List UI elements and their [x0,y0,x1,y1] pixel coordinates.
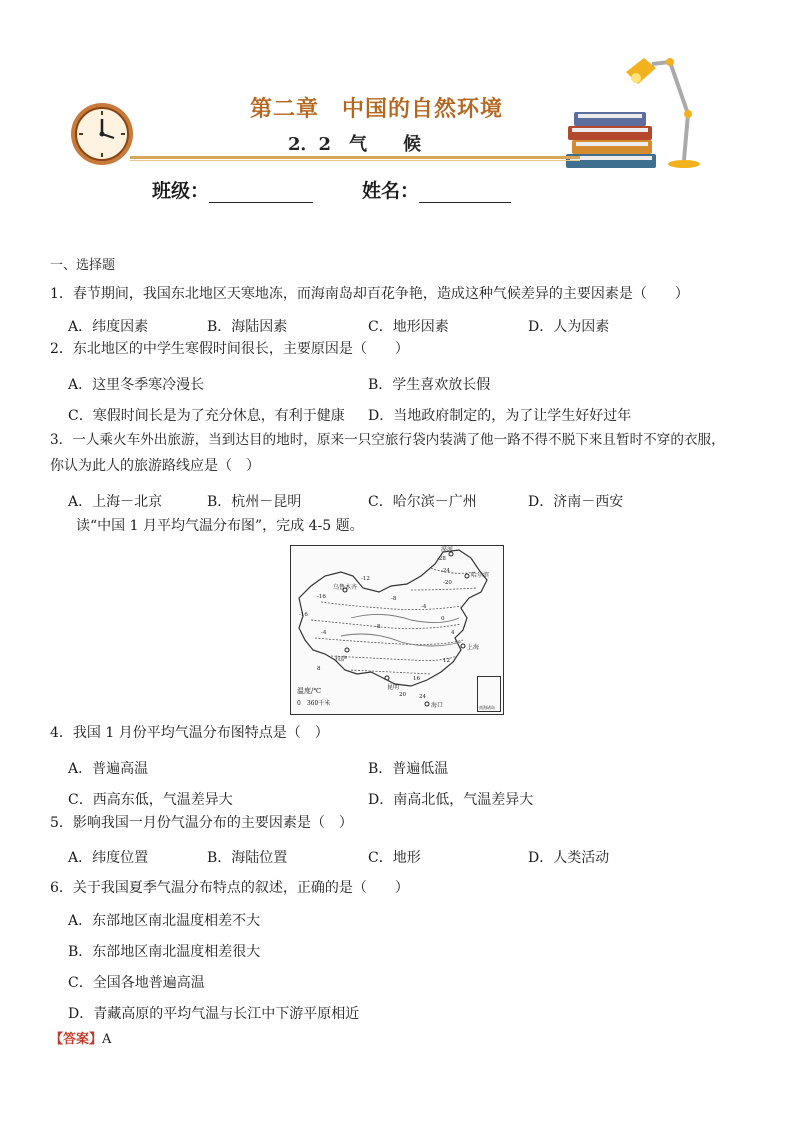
question-3-stem-line1: 3．一人乘火车外出旅游，当到达目的地时，原来一只空旅行袋内装满了他一路不得不脱下来且暂时不穿的衣服， [50,432,725,448]
question-6-option-a: A．东部地区南北温度相差不大 [68,913,261,929]
map-label-urumqi: 乌鲁木齐 [333,584,358,591]
isotherm-label: -24 [441,568,450,574]
question-3-option-a: A．上海－北京 [68,494,163,510]
isotherm-label: -20 [443,580,452,586]
isotherm-label: -16 [317,594,326,600]
question-4-option-a: A．普遍高温 [68,761,149,777]
class-field [152,176,313,203]
question-2-option-d: D．当地政府制定的，为了让学生好好过年 [368,408,632,424]
header-divider-thin [130,160,580,161]
question-1-option-b: B．海陆因素 [207,319,288,335]
lesson-title: 2．2 气 候 [288,134,422,155]
answer-tag: 【答案】 [50,1032,103,1047]
isotherm-label: -12 [361,576,370,582]
map-legend-title: 温度/℃ [297,687,322,695]
class-blank[interactable] [209,182,313,203]
map-label-shanghai: 上海 [467,644,480,651]
map-scale-bar: 0 360千米 [297,700,331,707]
january-temperature-map [290,545,504,715]
isotherm-label: -4 [321,630,327,636]
books-lamp-illustration [566,52,706,172]
question-3-option-d: D．济南－西安 [528,494,624,510]
header-divider [130,156,580,159]
map-inset [477,676,501,712]
clock-icon [68,100,136,168]
question-2-option-a: A．这里冬季寒冷漫长 [68,377,205,393]
question-5-option-a: A．纬度位置 [68,850,149,866]
map-label-harbin: 哈尔滨 [471,572,490,579]
isotherm-label: -4 [421,604,427,610]
isotherm-label: -28 [437,556,446,562]
question-5-option-b: B．海陆位置 [207,850,288,866]
question-3-option-c: C．哈尔滨－广州 [368,494,477,510]
question-5-option-d: D．人类活动 [528,850,610,866]
map-label-kunming: 昆明 [387,684,400,691]
chapter-title: 第二章 中国的自然环境 [250,96,504,122]
question-5-option-c: C．地形 [368,850,421,866]
map-inset-label: 南海诸岛 [479,705,495,710]
section-title: 一、选择题 [50,258,116,273]
question-1-stem: 1．春节期间，我国东北地区天寒地冻，而海南岛却百花争艳，造成这种气候差异的主要因素是（ ） [50,286,689,302]
name-blank[interactable] [419,182,511,203]
class-label: 班级： [152,180,210,202]
question-6-option-c: C．全国各地普遍高温 [68,975,205,991]
question-4-stem: 4．我国 1 月份平均气温分布图特点是（ ） [50,725,329,741]
question-5-stem: 5．影响我国一月份气温分布的主要因素是（ ） [50,815,353,831]
question-4-option-b: B．普遍低温 [368,761,449,777]
question-1-option-d: D．人为因素 [528,319,610,335]
isotherm-label: 4 [451,630,455,636]
question-1-option-c: C．地形因素 [368,319,449,335]
question-6-option-b: B．东部地区南北温度相差很大 [68,944,261,960]
isotherm-label: 20 [399,692,406,698]
answer-value: A [102,1032,112,1047]
question-2-option-c: C．寒假时间长是为了充分休息，有利于健康 [68,408,345,424]
question-3-stem-line2: 你认为此人的旅游路线应是（ ） [50,458,260,474]
question-2-option-b: B．学生喜欢放长假 [368,377,491,393]
map-label-haikou: 海口 [431,702,444,709]
question-3-option-b: B．杭州－昆明 [207,494,302,510]
isotherm-label: -8 [391,596,397,602]
isotherm-label: 0 [441,616,445,622]
question-4-option-d: D．南高北低，气温差异大 [368,792,534,808]
question-2-stem: 2．东北地区的中学生寒假时间很长，主要原因是（ ） [50,341,409,357]
isotherm-label: 8 [317,666,321,672]
map-intro: 读“中国 1 月平均气温分布图”，完成 4-5 题。 [76,518,364,534]
name-label: 姓名： [362,180,420,202]
map-label-mohe: 漠河 [441,546,454,553]
isotherm-label: 12 [443,658,450,664]
answer-line [50,1028,111,1047]
question-6-stem: 6．关于我国夏季气温分布特点的叙述，正确的是（ ） [50,880,409,896]
question-4-option-c: C．西高东低，气温差异大 [68,792,233,808]
isotherm-label: 24 [419,694,426,700]
question-1-option-a: A．纬度因素 [68,319,149,335]
isotherm-label: -8 [375,624,381,630]
question-6-option-d: D．青藏高原的平均气温与长江中下游平原相近 [68,1006,360,1022]
isotherm-label: 16 [413,676,420,682]
name-field [362,176,511,203]
map-label-lhasa: 拉萨 [335,656,348,663]
isotherm-label: -16 [299,612,308,618]
